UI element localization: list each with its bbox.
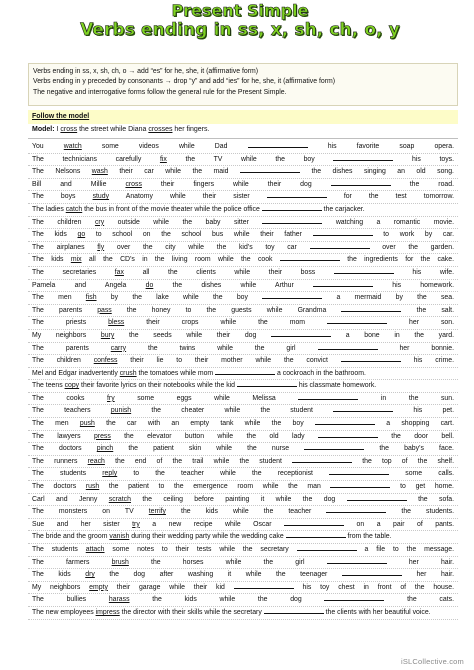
exercise-item [28, 317, 458, 330]
exercise-item [28, 204, 458, 217]
exercise-item [28, 343, 458, 356]
exercise-verb: study [92, 193, 110, 201]
exercise-verb: fly [97, 243, 105, 251]
exercise-item [28, 544, 458, 557]
answer-blank[interactable] [324, 594, 384, 601]
exercise-text-end: the door bell. [377, 432, 455, 440]
exercise-text-start: My neighbors [32, 331, 101, 339]
exercise-text-start: The boys [32, 193, 93, 201]
exercise-text-end: his favorite soap opera. [307, 143, 455, 150]
exercise-verb: empty [89, 583, 108, 591]
exercise-verb: brush [111, 558, 129, 566]
exercise-text-end: for the test tomorrow. [326, 193, 454, 201]
exercise-item [28, 242, 458, 255]
exercise-text-end: the baby’s face. [364, 445, 454, 453]
answer-blank[interactable] [347, 494, 407, 501]
exercise-text-middle: Anatomy while their sister [109, 193, 267, 201]
exercise-item [28, 217, 458, 230]
exercise-text-middle: the cheater while the student [131, 407, 334, 415]
exercise-text-start: The teachers [32, 407, 111, 415]
exercise-text-end: watching a romantic movie. [322, 218, 454, 226]
exercise-text-start: The parents [32, 344, 111, 352]
exercise-item [28, 468, 458, 481]
model-text-a: I [54, 126, 61, 133]
exercise-text-middle: their lie to their mother while the convict [117, 357, 341, 365]
exercise-verb: rush [85, 483, 100, 491]
exercise-text-start: The children [32, 218, 95, 226]
exercise-text-start: The secretaries [32, 268, 115, 276]
exercise-verb: punish [110, 407, 132, 415]
exercise-text-middle: to school on the school bus while their father [85, 231, 313, 239]
exercise-text-middle: some notes to their tests while the secretary [104, 546, 297, 553]
follow-model-header [28, 110, 458, 124]
exercise-text-start: The new employees [32, 608, 96, 616]
exercise-text-middle: the twins while the girl [126, 344, 318, 352]
exercise-item [28, 267, 458, 280]
exercise-item [28, 141, 458, 154]
exercise-text-end: the cats. [384, 596, 454, 604]
exercise-text-middle: the honey to the guests while Grandma [111, 306, 342, 314]
exercise-text-end: the sofa. [406, 495, 454, 503]
answer-blank[interactable] [333, 154, 393, 161]
exercise-text-start: The ladies [32, 205, 66, 213]
exercise-text-end: her hair. [401, 571, 454, 579]
exercise-text-middle: the bus in front of the movie theater while the police office [82, 205, 262, 213]
exercise-verb: mix [70, 256, 82, 264]
exercise-verb: reach [87, 457, 105, 465]
model-label: Model: [32, 126, 55, 133]
exercise-verb: carry [110, 344, 127, 352]
exercise-text-start: The kids [32, 256, 71, 264]
model-text-b: the street while Diana [77, 126, 149, 133]
answer-blank[interactable] [297, 544, 357, 551]
watermark: iSLCollective.com [400, 657, 464, 666]
exercise-verb: dry [85, 571, 95, 579]
exercise-verb: try [132, 520, 140, 528]
exercise-item [28, 330, 458, 343]
rule-2: Verbs ending in y preceded by consonants → drop “y” and add “ies” for he, she, it (affirmative form) [33, 78, 336, 86]
exercise-text-end: a file to the message. [356, 546, 454, 553]
exercise-text-start: Carl and Jenny [32, 495, 109, 503]
model-verb-1: cross [60, 126, 78, 133]
exercise-verb: crush [119, 369, 137, 377]
exercise-verb: pass [97, 306, 112, 314]
exercise-text-end: to work by car. [372, 231, 454, 239]
exercise-text-start: The lawyers [32, 432, 94, 440]
exercise-list [28, 141, 458, 620]
exercise-text-middle: the TV while the boy [166, 155, 334, 163]
exercise-text-middle: the horses while the girl [128, 558, 327, 566]
exercise-text-end: over the garden. [369, 243, 454, 251]
answer-blank[interactable] [234, 582, 294, 589]
exercise-text-start: Sue and her sister [32, 520, 133, 528]
answer-blank[interactable] [292, 456, 352, 463]
answer-blank[interactable] [286, 531, 346, 538]
model-sentence [28, 124, 458, 139]
exercise-text-middle: the patient skin while the nurse [113, 445, 305, 453]
exercise-text-end: in the sun. [358, 394, 454, 402]
exercise-text-start: Bill and Millie [32, 180, 126, 188]
exercise-verb: reply [102, 470, 118, 478]
exercise-text-start: The doctors [32, 445, 97, 453]
exercise-text-end: the students. [386, 508, 454, 516]
rule-1: Verbs ending in ss, x, sh, ch, o → add “es” for he, she, it (affirmative form) [33, 68, 259, 75]
exercise-text-end: a mermaid by the sea. [322, 294, 455, 302]
exercise-text-start: The airplanes [32, 243, 98, 251]
exercise-text-middle: the dog after washing it while the teenager [94, 571, 342, 579]
answer-blank[interactable] [327, 317, 387, 324]
exercise-text-start: The kids [32, 231, 78, 239]
exercise-text-end: his wife. [393, 268, 454, 276]
exercise-text-end: his toys. [393, 155, 455, 163]
rule-3: The negative and interrogative forms follow the general rule for the Present Simple. [33, 88, 287, 96]
exercise-text-start: The bride and the groom [32, 533, 110, 541]
exercise-text-middle: their fingers while their dog [141, 180, 331, 188]
exercise-item [28, 431, 458, 444]
exercise-text-middle: the director with their skills while the secretary [119, 608, 264, 616]
exercise-text-start: The kids [32, 571, 86, 579]
answer-blank[interactable] [341, 355, 401, 362]
exercise-item [28, 443, 458, 456]
answer-blank[interactable] [284, 519, 344, 526]
title-line-2: Verbs ending in ss, x, sh, ch, o, y [80, 20, 400, 40]
exercise-text-middle: the seeds while their dog [114, 331, 272, 339]
answer-blank[interactable] [267, 191, 327, 198]
exercise-text-start: The Nelsons [32, 168, 92, 176]
exercise-text-middle: outside while the baby sitter [104, 218, 263, 226]
exercise-item [28, 607, 458, 620]
answer-blank[interactable] [240, 166, 300, 173]
exercise-item [28, 494, 458, 507]
exercise-item [28, 179, 458, 192]
exercise-text-start: The monsters on TV [32, 508, 149, 516]
exercise-verb: watch [63, 143, 82, 150]
exercise-text-middle: the end of the trail while the student [104, 457, 293, 465]
exercise-text-middle: the kids while the teacher [165, 508, 327, 516]
exercise-text-end: his crime. [400, 357, 454, 365]
answer-blank[interactable] [318, 343, 378, 350]
exercise-text-start: The teens [32, 382, 65, 390]
exercise-verb: catch [65, 205, 83, 213]
exercise-text-middle: all the clients while their boss [123, 268, 334, 276]
answer-blank[interactable] [298, 393, 358, 400]
exercise-text-end: a bone in the yard. [331, 331, 454, 339]
title-block [20, 3, 460, 39]
exercise-text-end: his pet. [393, 407, 454, 415]
exercise-text-end: the road. [390, 180, 455, 188]
exercise-item [28, 594, 458, 607]
exercise-text-middle: by the lake while the boy [96, 294, 263, 302]
exercise-verb: go [77, 231, 86, 239]
exercise-item [28, 166, 458, 179]
exercise-text-end: her son. [387, 319, 455, 327]
exercise-verb: do [145, 281, 154, 289]
exercise-text-end: the top of the shelf. [352, 457, 454, 465]
exercise-verb: harass [108, 596, 130, 604]
exercise-text-end: his toy chest in front of the house. [293, 583, 455, 591]
answer-blank[interactable] [262, 204, 322, 211]
exercise-text-middle: during their wedding party while the wedding cake [129, 533, 286, 541]
answer-blank[interactable] [329, 468, 389, 475]
answer-blank[interactable] [331, 179, 391, 186]
exercise-text-middle: the car with an empty tank while the boy [94, 420, 315, 428]
exercise-verb: fix [159, 155, 167, 163]
exercise-text-middle: a new recipe while Oscar [139, 520, 285, 528]
exercise-text-middle: over the city while the kid’s toy car [104, 243, 310, 251]
exercise-verb: bury [100, 331, 115, 339]
exercise-item [28, 229, 458, 242]
exercise-text-middle: all the CD’s in the living room while the cook [81, 256, 280, 264]
exercise-item [28, 368, 458, 381]
exercise-item [28, 292, 458, 305]
exercise-text-start: My neighbors [32, 583, 90, 591]
exercise-verb: pinch [96, 445, 114, 453]
answer-blank[interactable] [313, 280, 373, 287]
exercise-text-end: the carjacker. [321, 205, 365, 213]
exercise-verb: scratch [108, 495, 131, 503]
exercise-verb: attach [85, 546, 105, 553]
exercise-text-middle: the patient to the emergence room while the man [99, 483, 331, 491]
exercise-item [28, 481, 458, 494]
exercise-item [28, 254, 458, 267]
exercise-verb: terrify [148, 508, 166, 516]
exercise-text-end: some calls. [389, 470, 454, 478]
exercise-text-start: The farmers [32, 558, 112, 566]
exercise-text-middle: their crops while the mom [124, 319, 328, 327]
exercise-text-start: The doctors [32, 483, 86, 491]
answer-blank[interactable] [333, 405, 393, 412]
answer-blank[interactable] [342, 569, 402, 576]
exercise-text-start: The cooks [32, 394, 107, 402]
exercise-text-start: The bullies [32, 596, 109, 604]
exercise-text-end: his homework. [373, 281, 454, 289]
exercise-text-start: Mel and Edgar inadvertently [32, 369, 120, 377]
exercise-text-end: to get home. [390, 483, 454, 491]
exercise-verb: cross [125, 180, 142, 188]
exercise-item [28, 355, 458, 368]
exercise-item [28, 154, 458, 167]
model-verb-2: crosses [148, 126, 173, 133]
exercise-text-start: The priests [32, 319, 109, 327]
exercise-text-end: a shopping cart. [374, 420, 454, 428]
exercise-item [28, 506, 458, 519]
answer-blank[interactable] [318, 431, 378, 438]
exercise-text-middle: the dishes while Arthur [153, 281, 314, 289]
exercise-text-middle: their favorite lyrics on their notebooks while the kid [79, 382, 237, 390]
answer-blank[interactable] [304, 443, 364, 450]
answer-blank[interactable] [334, 267, 394, 274]
exercise-text-start: The technicians carefully [32, 155, 160, 163]
answer-blank[interactable] [326, 506, 386, 513]
exercise-verb: copy [64, 382, 80, 390]
grammar-rules-box [28, 63, 458, 106]
exercise-text-end: from the table. [345, 533, 392, 541]
exercise-verb: fry [107, 394, 115, 402]
exercise-verb: bless [108, 319, 125, 327]
exercise-verb: press [93, 432, 111, 440]
exercise-text-end: a cockroach in the bathroom. [275, 369, 366, 377]
exercise-text-end: the salt. [401, 306, 454, 314]
exercise-text-middle: some eggs while Melissa [114, 394, 299, 402]
exercise-verb: vanish [109, 533, 130, 541]
exercise-verb: confess [93, 357, 118, 365]
exercise-text-start: The students [32, 470, 103, 478]
exercise-text-end: on a pair of pants. [344, 520, 455, 528]
exercise-text-end: his classmate homework. [296, 382, 377, 390]
exercise-item [28, 380, 458, 393]
answer-blank[interactable] [315, 418, 375, 425]
exercise-verb: impress [95, 608, 120, 616]
exercise-verb: cry [94, 218, 105, 226]
exercise-text-middle: the elevator button while the old lady [110, 432, 318, 440]
exercise-verb: fish [85, 294, 97, 302]
exercise-item [28, 305, 458, 318]
exercise-item [28, 456, 458, 469]
answer-blank[interactable] [264, 607, 324, 614]
exercise-text-middle: to the teacher while the receptionist [117, 470, 330, 478]
exercise-item [28, 531, 458, 544]
exercise-verb: push [79, 420, 95, 428]
answer-blank[interactable] [237, 380, 297, 387]
answer-blank[interactable] [262, 217, 322, 224]
exercise-text-middle: their car while the maid [107, 168, 240, 176]
exercise-text-start: The men [32, 294, 86, 302]
answer-blank[interactable] [327, 557, 387, 564]
exercise-text-start: The students [32, 546, 86, 553]
model-text-c: her fingers. [172, 126, 210, 133]
exercise-item [28, 418, 458, 431]
exercise-text-middle: the kids while the dog [129, 596, 325, 604]
answer-blank[interactable] [262, 292, 322, 299]
answer-blank[interactable] [310, 242, 370, 249]
answer-blank[interactable] [330, 481, 390, 488]
exercise-text-middle: their garage while their kid [107, 583, 234, 591]
exercise-item [28, 393, 458, 406]
exercise-text-end: her bonnie. [377, 344, 454, 352]
exercise-text-middle: some videos while Dad [81, 143, 248, 150]
exercise-item [28, 280, 458, 293]
exercise-item [28, 191, 458, 204]
answer-blank[interactable] [313, 229, 373, 236]
follow-model-label: Follow the model [32, 113, 90, 120]
exercise-text-start: The children [32, 357, 94, 365]
exercise-item [28, 569, 458, 582]
exercise-text-start: Pamela and Angela [32, 281, 146, 289]
exercise-item [28, 582, 458, 595]
exercise-item [28, 405, 458, 418]
exercise-text-start: The runners [32, 457, 88, 465]
exercise-text-middle: the ceiling before painting it while the dog [130, 495, 347, 503]
exercise-text-start: The men [32, 420, 80, 428]
exercise-text-start: The parents [32, 306, 98, 314]
answer-blank[interactable] [215, 368, 275, 375]
exercise-verb: fax [114, 268, 124, 276]
exercise-text-start: You [32, 143, 64, 150]
exercise-text-middle: the tomatoes while mom [136, 369, 216, 377]
answer-blank[interactable] [280, 254, 340, 261]
answer-blank[interactable] [341, 305, 401, 312]
exercise-text-end: the clients with her beautiful voice. [323, 608, 431, 616]
exercise-text-end: her hair. [386, 558, 454, 566]
answer-blank[interactable] [271, 330, 331, 337]
answer-blank[interactable] [248, 141, 308, 148]
exercise-verb: wash [91, 168, 108, 176]
title-line-1: Present Simple [171, 1, 309, 20]
exercise-text-end: the dishes singing an old song. [299, 168, 454, 176]
exercise-item [28, 519, 458, 532]
exercise-item [28, 557, 458, 570]
exercise-text-end: the ingredients for the cake. [339, 256, 454, 264]
